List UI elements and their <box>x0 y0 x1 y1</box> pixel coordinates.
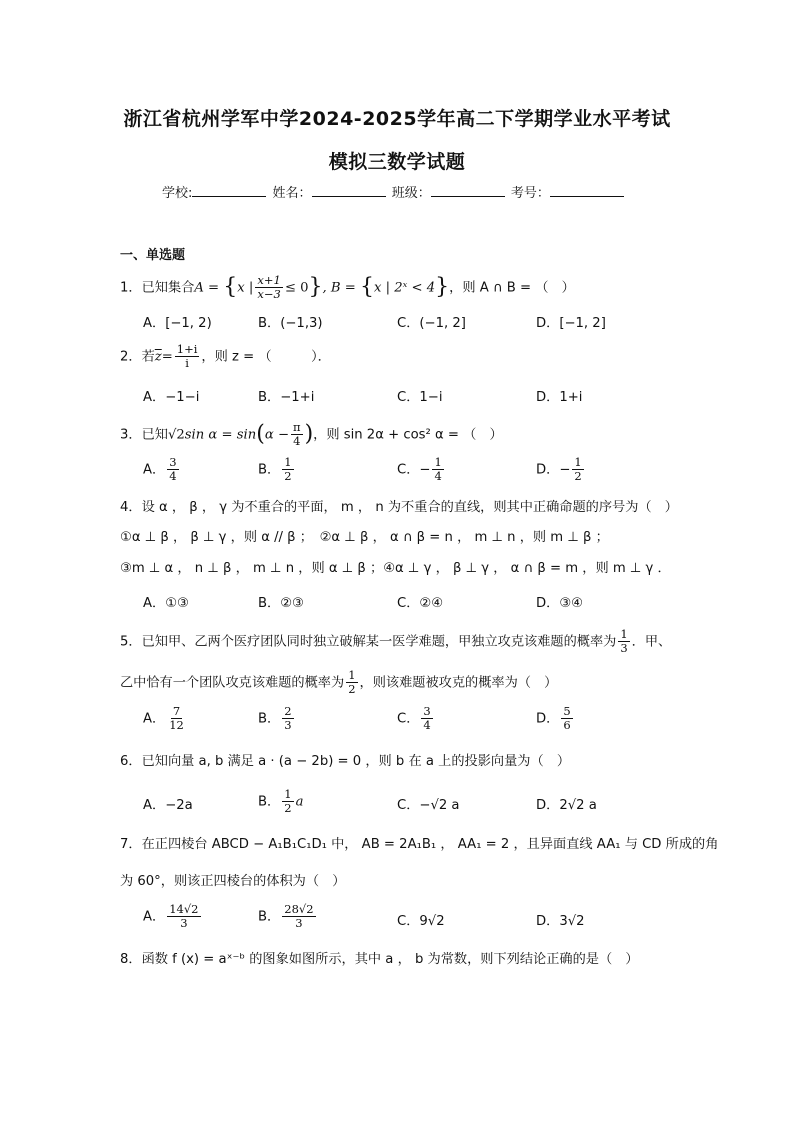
q5-text-b: ．甲、 <box>631 634 672 650</box>
q5-option-d[interactable] <box>536 705 575 732</box>
school-field[interactable] <box>192 184 266 197</box>
q3-option-c[interactable] <box>397 456 446 483</box>
q6-option-a[interactable]: A．−2a <box>143 798 193 813</box>
q2-stem: 2．若 <box>120 349 155 365</box>
q3-inner: α − <box>264 427 289 443</box>
q2-zbar: $\overline{z}$ <box>154 349 162 365</box>
section-heading: 一、单选题 <box>120 248 186 263</box>
q2-tail: ，则 z = （ ）． <box>201 349 331 365</box>
q1-set-b-label: , B = <box>322 280 360 296</box>
q3-paren-close: ) <box>304 421 314 447</box>
q1-tail: ，则 A ∩ B = （ ） <box>449 280 575 296</box>
q3-b-fraction: $\frac{1}{2}$ <box>284 455 292 483</box>
exam-title-line1: 浙江省杭州学军中学2024-2025学年高二下学期学业水平考试 <box>123 108 671 130</box>
q1-set-a-fraction: $\frac{x+1}{x-3}$ <box>257 273 281 301</box>
question-5-line2 <box>120 669 557 696</box>
q1-brace-open: { <box>223 274 238 300</box>
q5-d-fraction: $\frac{5}{6}$ <box>563 704 571 732</box>
question-3 <box>120 421 503 448</box>
class-field[interactable] <box>431 184 505 197</box>
q3-sin-expr: sin α = sin <box>184 427 257 443</box>
question-4-line3: ③m ⊥ α ， n ⊥ β ， m ⊥ n ，则 α ⊥ β ；④α ⊥ γ ， β ⊥ γ ， α ∩ β = m ，则 m ⊥ γ ． <box>120 561 671 576</box>
q5-c-label: C． <box>397 711 420 727</box>
q2-option-a[interactable]: A．−1−i <box>143 390 200 405</box>
q2-fraction: $\frac{1+i}{i}$ <box>176 342 198 370</box>
q7-option-b[interactable] <box>258 903 318 930</box>
q5-d-label: D． <box>536 711 560 727</box>
q7-option-c[interactable]: C．9√2 <box>397 914 445 929</box>
q1-set-b: x | 2ˣ < 4 <box>373 280 436 296</box>
q5-b-fraction: $\frac{2}{3}$ <box>284 704 292 732</box>
name-field[interactable] <box>312 184 386 197</box>
q1-set-a-cond: ≤ 0 <box>284 280 309 296</box>
q3-a-label: A． <box>143 462 166 478</box>
exam-number-label: 考号： <box>510 186 550 201</box>
q5-option-b[interactable] <box>258 705 296 732</box>
q4-option-a[interactable]: A．①③ <box>143 596 189 611</box>
q6-b-label: B． <box>258 794 281 810</box>
q7-b-fraction: $\frac{28√2}{3}$ <box>284 902 314 930</box>
question-4-line2: ①α ⊥ β ， β ⊥ γ ，则 α // β ； ②α ⊥ β ， α ∩ β = n ， m ⊥ n ，则 m ⊥ β ； <box>120 530 609 545</box>
q2-equals: = <box>161 349 173 365</box>
q4-option-c[interactable]: C．②④ <box>397 596 444 611</box>
q7-option-d[interactable]: D．3√2 <box>536 914 585 929</box>
q3-option-d[interactable] <box>536 456 586 483</box>
name-label: 姓名： <box>272 186 312 201</box>
q1-set-a-label: A = <box>194 280 224 296</box>
q3-paren-open: ( <box>256 421 265 447</box>
q5-text-a: 5．已知甲、乙两个医疗团队同时独立破解某一医学难题，甲独立攻克该难题的概率为 <box>120 634 617 650</box>
q5-fraction-1: $\frac{1}{3}$ <box>620 627 628 655</box>
q5-a-label: A． <box>143 711 166 727</box>
q2-option-b[interactable]: B．−1+i <box>258 390 315 405</box>
q5-fraction-2: $\frac{1}{2}$ <box>348 668 356 696</box>
q4-option-d[interactable]: D．③④ <box>536 596 583 611</box>
q5-c-fraction: $\frac{3}{4}$ <box>423 704 431 732</box>
question-7-line2: 为 60°，则该正四棱台的体积为（ ） <box>120 874 346 889</box>
q7-a-fraction: $\frac{14√2}{3}$ <box>169 902 199 930</box>
q1-option-a[interactable]: A．[−1, 2) <box>143 316 212 331</box>
q5-text-c: 乙中恰有一个团队攻克该难题的概率为 <box>120 675 345 691</box>
q3-c-label: C．− <box>397 462 431 478</box>
q1-brace-close: } <box>308 274 323 300</box>
q5-option-a[interactable] <box>143 705 188 732</box>
question-2 <box>120 343 331 370</box>
q3-c-fraction: $\frac{1}{4}$ <box>434 455 442 483</box>
q2-option-d[interactable]: D．1+i <box>536 390 583 405</box>
student-info-row <box>162 182 626 201</box>
q3-option-a[interactable] <box>143 456 181 483</box>
q6-option-d[interactable]: D．2√2 a <box>536 798 597 813</box>
q6-b-vector: a <box>295 794 304 810</box>
q1-set-a-var: x | <box>237 280 254 296</box>
q7-a-label: A． <box>143 909 166 925</box>
q1-stem: 1．已知集合 <box>120 280 195 296</box>
q3-pi-fraction: $\frac{\pi}{4}$ <box>293 420 301 448</box>
q6-option-c[interactable]: C．−√2 a <box>397 798 460 813</box>
question-6: 6．已知向量 a, b 满足 a · (a − 2b) = 0 ，则 b 在 a 上的投影向量为（ ） <box>120 754 571 769</box>
q6-b-fraction: $\frac{1}{2}$ <box>284 787 292 815</box>
q1-option-d[interactable]: D．[−1, 2] <box>536 316 606 331</box>
question-7-line1: 7．在正四棱台 ABCD − A₁B₁C₁D₁ 中， AB = 2A₁B₁ ， AA₁ = 2 ，且异面直线 AA₁ 与 CD 所成的角 <box>120 837 719 852</box>
q5-option-c[interactable] <box>397 705 435 732</box>
q3-d-fraction: $\frac{1}{2}$ <box>574 455 582 483</box>
class-label: 班级： <box>391 186 431 201</box>
q3-stem: 3．已知 <box>120 427 168 443</box>
q3-b-label: B． <box>258 462 281 478</box>
q5-a-fraction: $\frac{7}{12}$ <box>169 704 184 732</box>
exam-number-field[interactable] <box>550 184 624 197</box>
q5-text-d: ，则该难题被攻克的概率为（ ） <box>359 675 558 691</box>
q2-option-c[interactable]: C．1−i <box>397 390 443 405</box>
q3-option-b[interactable] <box>258 456 296 483</box>
q1-brace-open-b: { <box>359 274 374 300</box>
exam-title-line2: 模拟三数学试题 <box>328 151 466 173</box>
question-5-line1 <box>120 628 671 655</box>
q3-a-fraction: $\frac{3}{4}$ <box>169 455 177 483</box>
q1-option-c[interactable]: C．(−1, 2] <box>397 316 466 331</box>
q4-option-b[interactable]: B．②③ <box>258 596 304 611</box>
question-1 <box>120 274 575 301</box>
q3-tail: ，则 sin 2α + cos² α = （ ） <box>313 427 503 443</box>
school-label: 学校: <box>162 186 193 201</box>
q7-option-a[interactable] <box>143 903 203 930</box>
q3-sqrt2: √2 <box>167 427 185 443</box>
q3-d-label: D．− <box>536 462 571 478</box>
q7-b-label: B． <box>258 909 281 925</box>
question-4-line1: 4．设 α ， β ， γ 为不重合的平面， m ， n 为不重合的直线，则其中正确命题的序号为（ ） <box>120 500 678 515</box>
question-8: 8．函数 f (x) = aˣ⁻ᵇ 的图象如图所示，其中 a ， b 为常数，则下列结论正确的是（ ） <box>120 952 639 967</box>
q5-b-label: B． <box>258 711 281 727</box>
q1-brace-close-b: } <box>435 274 450 300</box>
q1-option-b[interactable]: B．(−1,3) <box>258 316 323 331</box>
q6-option-b[interactable] <box>258 788 303 815</box>
